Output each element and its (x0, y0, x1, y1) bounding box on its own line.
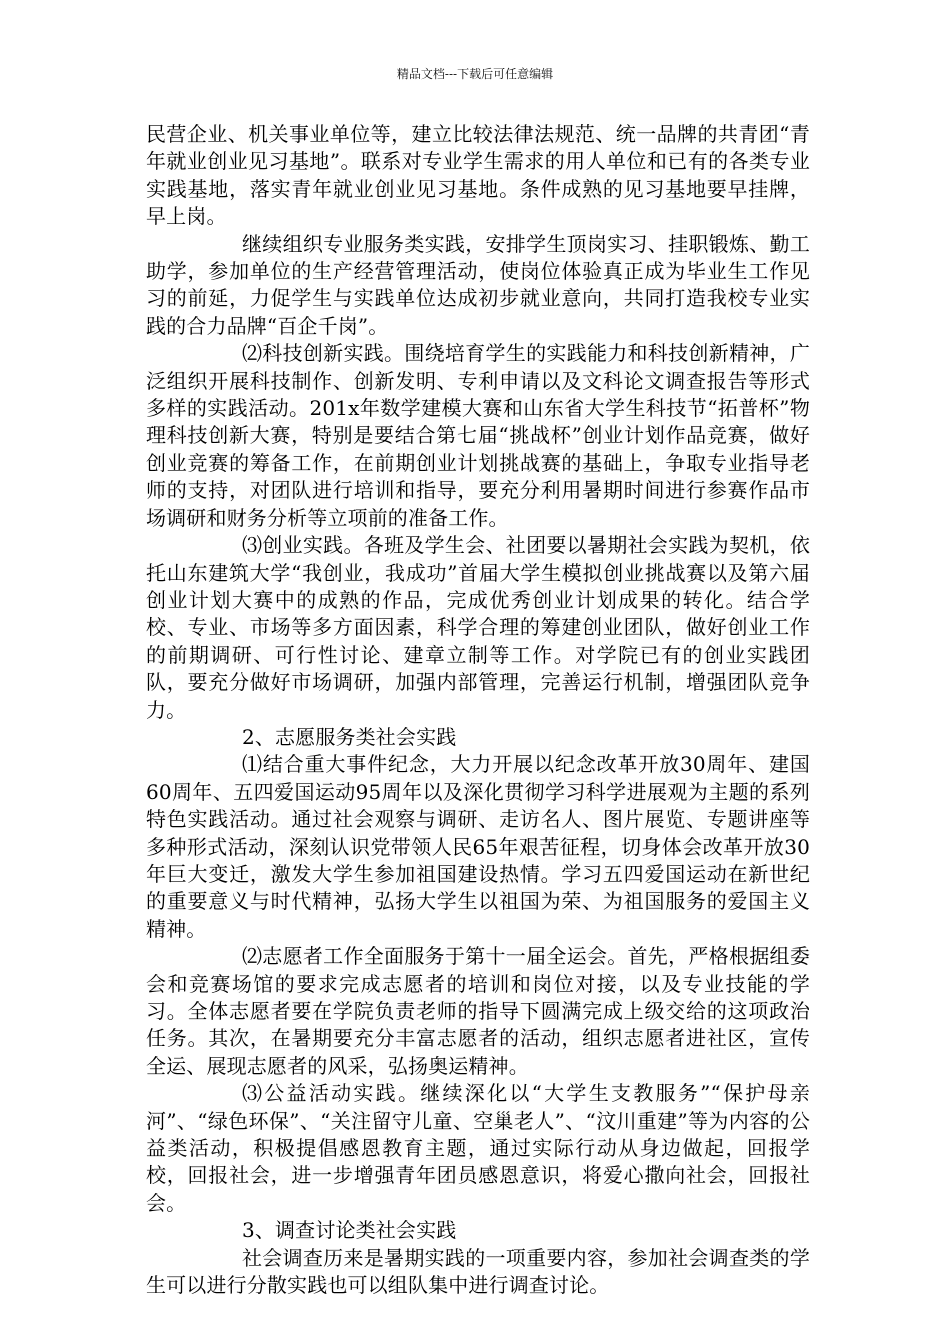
paragraph: 民营企业、机关事业单位等，建立比较法律法规范、统一品牌的共青团“青年就业创业见习基地”。联系对专业学生需求的用人单位和已有的各类专业实践基地，落实青年就业创业见习基地。条件成熟的见习基地要早挂牌，早上岗。 (146, 122, 810, 229)
paragraph: 社会调查历来是暑期实践的一项重要内容，参加社会调查类的学生可以进行分散实践也可以组队集中进行调查讨论。 (146, 1245, 810, 1298)
paragraph: 继续组织专业服务类实践，安排学生顶岗实习、挂职锻炼、勤工助学，参加单位的生产经营管理活动，使岗位体验真正成为毕业生工作见习的前延，力促学生与实践单位达成初步就业意向，共同打造我校专业实践的合力品牌“百企千岗”。 (146, 231, 810, 338)
document-body (146, 121, 810, 1299)
paragraph: ⑴结合重大事件纪念，大力开展以纪念改革开放30周年、建国60周年、五四爱国运动95周年以及深化贯彻学习科学进展观为主题的系列特色实践活动。通过社会观察与调研、走访名人、图片展览、专题讲座等多种形式活动，深刻认识党带领人民65年艰苦征程，切身体会改革开放30年巨大变迁，激发大学生参加祖国建设热情。学习五四爱国运动在新世纪的重要意义与时代精神，弘扬大学生以祖国为荣、为祖国服务的爱国主义精神。 (146, 752, 810, 941)
paragraph: ⑶公益活动实践。继续深化以“大学生支教服务”“保护母亲河”、“绿色环保”、“关注留守儿童、空巢老人”、“汶川重建”等为内容的公益类活动，积极提倡感恩教育主题，通过实际行动从身边做起，回报学校，回报社会，进一步增强青年团员感恩意识，将爱心撒向社会，回报社会。 (146, 1081, 810, 1215)
paragraph: ⑵科技创新实践。围绕培育学生的实践能力和科技创新精神，广泛组织开展科技制作、创新发明、专利申请以及文科论文调查报告等形式多样的实践活动。201x年数学建模大赛和山东省大学生科技节“拓普杯”物理科技创新大赛，特别是要结合第七届“挑战杯”创业计划作品竞赛，做好创业竞赛的筹备工作，在前期创业计划挑战赛的基础上，争取专业指导老师的支持，对团队进行培训和指导，要充分利用暑期时间进行参赛作品市场调研和财务分析等立项前的准备工作。 (146, 341, 810, 530)
paragraph: ⑶创业实践。各班及学生会、社团要以暑期社会实践为契机，依托山东建筑大学“我创业，我成功”首届大学生模拟创业挑战赛以及第六届创业计划大赛中的成熟的作品，完成优秀创业计划成果的转化。结合学校、专业、市场等多方面因素，科学合理的筹建创业团队，做好创业工作的前期调研、可行性讨论、建章立制等工作。对学院已有的创业实践团队，要充分做好市场调研，加强内部管理，完善运行机制，增强团队竞争力。 (146, 533, 810, 722)
paragraph: ⑵志愿者工作全面服务于第十一届全运会。首先，严格根据组委会和竞赛场馆的要求完成志愿者的培训和岗位对接，以及专业技能的学习。全体志愿者要在学院负责老师的指导下圆满完成上级交给的这项政治任务。其次，在暑期要充分丰富志愿者的活动，组织志愿者进社区，宣传全运、展现志愿者的风采，弘扬奥运精神。 (146, 944, 810, 1078)
section-heading: 2、志愿服务类社会实践 (242, 724, 457, 749)
page-header: 精品文档---下载后可任意编辑 (396, 67, 554, 81)
section-heading: 3、调查讨论类社会实践 (242, 1218, 457, 1243)
